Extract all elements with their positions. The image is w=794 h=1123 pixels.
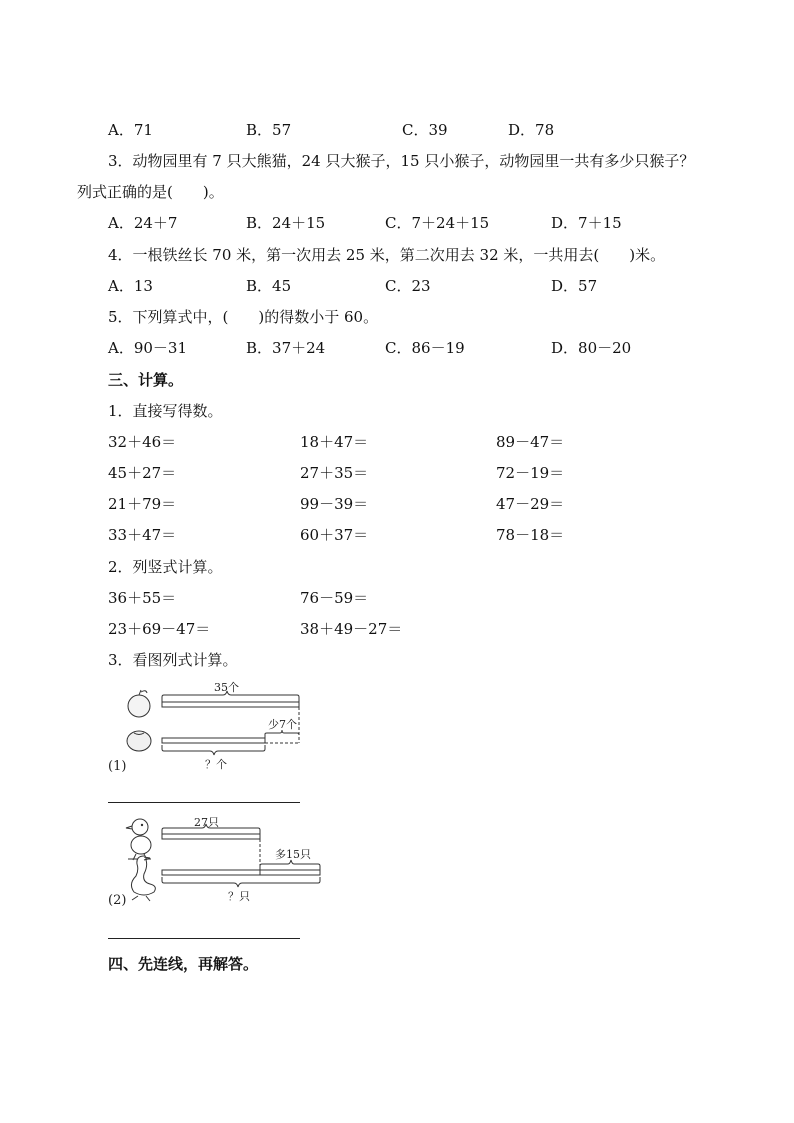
figure-1-bar-model bbox=[106, 680, 306, 780]
q5-stem: 5．下列算式中，( )的得数小于 60。 bbox=[108, 308, 379, 326]
fig2-bottom-label: ？只 bbox=[228, 890, 250, 903]
q5-option-c[interactable]: C．86－19 bbox=[385, 339, 465, 357]
section4-title: 四、先连线，再解答。 bbox=[108, 955, 259, 973]
fig2-label: (2) bbox=[108, 893, 127, 908]
apple-icon bbox=[128, 690, 150, 717]
section3-sub3: 3．看图列式计算。 bbox=[108, 651, 238, 669]
fig1-top-label: 35个 bbox=[214, 681, 239, 694]
fig1-answer-line[interactable] bbox=[108, 802, 300, 803]
fig1-diff-label: 少7个 bbox=[268, 718, 297, 731]
q3-stem-line1: 3．动物园里有 7 只大熊猫，24 只大猴子，15 只小猴子，动物园里一共有多少只猴子？ bbox=[108, 152, 695, 170]
chick-bar bbox=[162, 834, 260, 839]
section3-sub2: 2．列竖式计算。 bbox=[108, 558, 223, 576]
vertical-1-1: 38＋49－27＝ bbox=[300, 620, 403, 638]
fig1-bottom-label: ？个 bbox=[205, 758, 227, 771]
chick-icon bbox=[126, 819, 151, 860]
tomato-bar bbox=[162, 738, 265, 743]
fig2-top-label: 27只 bbox=[194, 816, 219, 829]
vertical-0-0: 36＋55＝ bbox=[108, 589, 177, 607]
fig1-label: (1) bbox=[108, 759, 127, 774]
q3-stem-line2: 列式正确的是( )。 bbox=[77, 183, 224, 201]
mental-3-1: 60＋37＝ bbox=[300, 526, 369, 544]
q3-option-c[interactable]: C．7＋24＋15 bbox=[385, 214, 490, 232]
mental-0-0: 32＋46＝ bbox=[108, 433, 177, 451]
diff-brace bbox=[265, 730, 299, 738]
mental-0-2: 89－47＝ bbox=[496, 433, 565, 451]
q5-option-b[interactable]: B．37＋24 bbox=[246, 339, 326, 357]
q5-option-d[interactable]: D．80－20 bbox=[551, 339, 632, 357]
q4-option-a[interactable]: A．13 bbox=[108, 277, 153, 295]
mental-2-2: 47－29＝ bbox=[496, 495, 565, 513]
mental-3-0: 33＋47＝ bbox=[108, 526, 177, 544]
diff-brace bbox=[260, 860, 320, 870]
q2-option-d[interactable]: D．78 bbox=[508, 121, 555, 139]
section3-sub1: 1．直接写得数。 bbox=[108, 402, 223, 420]
q2-option-c[interactable]: C．39 bbox=[402, 121, 448, 139]
figure-2-bar-model bbox=[106, 812, 328, 908]
q3-option-d[interactable]: D．7＋15 bbox=[551, 214, 622, 232]
q4-stem: 4．一根铁丝长 70 米，第一次用去 25 米，第二次用去 32 米，一共用去( )米。 bbox=[108, 246, 666, 264]
q5-option-a[interactable]: A．90－31 bbox=[108, 339, 188, 357]
mental-1-0: 45＋27＝ bbox=[108, 464, 177, 482]
apple-bar bbox=[162, 702, 299, 707]
q4-option-b[interactable]: B．45 bbox=[246, 277, 292, 295]
q3-option-b[interactable]: B．24＋15 bbox=[246, 214, 326, 232]
fig2-diff-label: 多15只 bbox=[275, 848, 311, 861]
mental-0-1: 18＋47＝ bbox=[300, 433, 369, 451]
vertical-1-0: 23＋69－47＝ bbox=[108, 620, 211, 638]
q4-option-c[interactable]: C．23 bbox=[385, 277, 431, 295]
bottom-brace bbox=[162, 877, 320, 887]
mental-1-2: 72－19＝ bbox=[496, 464, 565, 482]
q2-option-b[interactable]: B．57 bbox=[246, 121, 292, 139]
mental-2-0: 21＋79＝ bbox=[108, 495, 177, 513]
mental-1-1: 27＋35＝ bbox=[300, 464, 369, 482]
fig2-answer-line[interactable] bbox=[108, 938, 300, 939]
q2-option-a[interactable]: A．71 bbox=[108, 121, 153, 139]
section3-title: 三、计算。 bbox=[108, 371, 184, 389]
mental-3-2: 78－18＝ bbox=[496, 526, 565, 544]
bottom-brace bbox=[162, 745, 265, 755]
vertical-0-1: 76－59＝ bbox=[300, 589, 369, 607]
goose-bar bbox=[162, 870, 320, 875]
tomato-icon bbox=[127, 731, 151, 751]
q3-option-a[interactable]: A．24＋7 bbox=[108, 214, 178, 232]
q4-option-d[interactable]: D．57 bbox=[551, 277, 598, 295]
goose-icon bbox=[131, 856, 155, 901]
mental-2-1: 99－39＝ bbox=[300, 495, 369, 513]
